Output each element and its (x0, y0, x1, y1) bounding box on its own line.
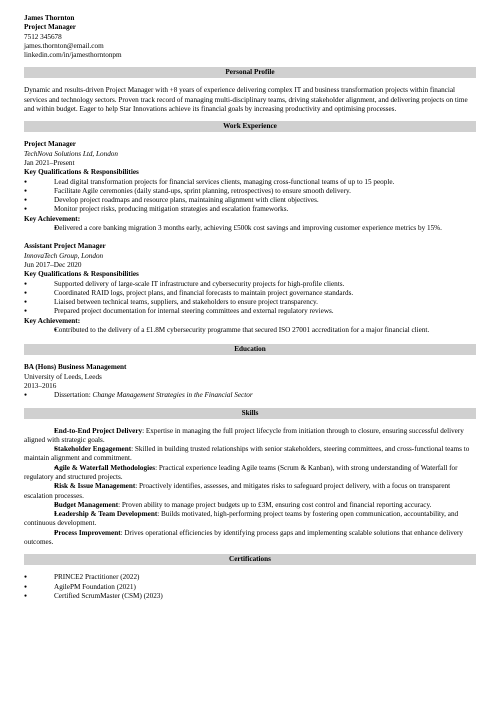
section-heading-profile: Personal Profile (24, 67, 476, 78)
certification-item: ● AgilePM Foundation (2021) (24, 583, 476, 592)
education-dates: 2013–2016 (24, 381, 57, 390)
list-item: ● Develop project roadmaps and resource plans, maintaining alignment with client objectives. (24, 196, 476, 205)
responsibilities-label: Key Qualifications & Responsibilities (24, 168, 139, 177)
skill-description: : Practical experience leading Agile teams (Scrum & Kanban), with strong understanding of Waterfall for regulatory and structured projects. (24, 463, 458, 481)
skill-item (24, 482, 476, 501)
section-heading-certifications: Certifications (24, 554, 476, 565)
degree-title: BA (Hons) Business Management (24, 363, 127, 372)
skill-description: : Expertise in managing the full project lifecycle from initiation through to closure, ensuring successful delivery aligned with strategic goals. (24, 426, 464, 444)
skill-item (24, 464, 476, 483)
responsibilities-list (24, 280, 476, 317)
achievement-label: Key Achievement: (24, 214, 81, 223)
skill-item (24, 501, 476, 510)
certifications-list (24, 573, 476, 601)
responsibilities-list (24, 178, 476, 215)
skill-item (24, 445, 476, 464)
education-details (24, 391, 476, 400)
job-title: Assistant Project Manager (24, 242, 106, 251)
skill-item (24, 427, 476, 446)
candidate-name: James Thornton (24, 14, 75, 22)
linkedin-url: linkedin.com/in/jamesthorntonpm (24, 51, 122, 60)
skill-name: Risk & Issue Management (54, 482, 136, 491)
email-address: james.thornton@email.com (24, 41, 104, 50)
job-entry (24, 242, 476, 335)
candidate-title: Project Manager (24, 23, 76, 32)
phone-number: 7512 345678 (24, 32, 62, 41)
skill-name: Budget Management (54, 500, 119, 509)
dissertation-title: Change Management Strategies in the Financial Sector (92, 391, 253, 400)
list-item: ● Prepared project documentation for internal steering committees and external regulatory reviews. (24, 307, 476, 316)
skill-item (24, 510, 476, 529)
skill-description: : Skilled in building trusted relationships with senior stakeholders, steering committees, and cross-functional teams to maintain alignment and commitment. (24, 445, 470, 463)
skills-list (24, 427, 476, 548)
job-dates: Jan 2021–Present (24, 158, 75, 167)
job-company: InnovaTech Group, London (24, 251, 104, 260)
skill-name: Leadership & Team Development (54, 510, 158, 519)
profile-text: Dynamic and results-driven Project Manager with +8 years of experience delivering complex IT and business transformation projects within financial services and technology sectors. Proven track record of managing multi-disciplinary teams, driving stakeholder alignment, and delivering projects on time and within budget. Eager to help Star Innovations achieve its financial goals by increasing productivity and optimising processes. (24, 86, 468, 114)
school-name: University of Leeds, Leeds (24, 372, 102, 381)
section-heading-experience: Work Experience (24, 121, 476, 132)
responsibilities-label: Key Qualifications & Responsibilities (24, 270, 139, 279)
dissertation-label: Dissertation: (54, 391, 93, 400)
section-heading-education: Education (24, 344, 476, 355)
achievement-list (24, 224, 476, 233)
skill-item (24, 529, 476, 548)
list-item: ● Coordinated RAID logs, project plans, and financial forecasts to maintain project governance standards. (24, 289, 476, 298)
skill-description: : Proactively identifies, assesses, and mitigates risks to safeguard project delivery, with a focus on transparent escalation processes. (24, 482, 451, 500)
skill-name: End-to-End Project Delivery (54, 426, 143, 435)
dissertation-item (24, 391, 476, 400)
job-dates: Jun 2017–Dec 2020 (24, 260, 82, 269)
list-item: ● Lead digital transformation projects for financial services clients, managing cross-functional teams of up to 15 people. (24, 178, 476, 187)
skill-name: Agile & Waterfall Methodologies (54, 463, 156, 472)
cv-header (24, 14, 476, 60)
skill-description: : Drives operational efficiencies by identifying process gaps and implementing scalable solutions that enhance delivery outcomes. (24, 528, 463, 547)
list-item: ● Monitor project risks, producing mitigation strategies and escalation frameworks. (24, 205, 476, 214)
skill-description: : Proven ability to manage project budgets up to £3M, ensuring cost control and financial reporting accuracy. (118, 500, 432, 509)
certification-item: ● Certified ScrumMaster (CSM) (2023) (24, 592, 476, 601)
skill-name: Stakeholder Engagement (54, 445, 132, 454)
list-item: ● Supported delivery of large-scale IT infrastructure and cybersecurity projects for high-profile clients. (24, 280, 476, 289)
section-heading-skills: Skills (24, 408, 476, 419)
achievement-list (24, 326, 476, 335)
achievement-item: ● Contributed to the delivery of a £1.8M cybersecurity programme that secured ISO 27001 accreditation for a major financial client. (24, 326, 476, 335)
achievement-item: ● Delivered a core banking migration 3 months early, achieving £500k cost savings and improving customer experience metrics by 15%. (24, 224, 476, 233)
list-item: ● Facilitate Agile ceremonies (daily stand-ups, sprint planning, retrospectives) to ensure smooth delivery. (24, 187, 476, 196)
skill-description: : Builds motivated, high-performing project teams by fostering open communication, accountability, and continuous development. (24, 510, 459, 528)
achievement-label: Key Achievement: (24, 316, 81, 325)
skill-name: Process Improvement (54, 528, 121, 537)
job-entry (24, 140, 476, 233)
list-item: ● Liaised between technical teams, suppliers, and stakeholders to ensure project transparency. (24, 298, 476, 307)
job-company: TechNova Solutions Ltd, London (24, 149, 118, 158)
job-title: Project Manager (24, 140, 76, 149)
certification-item: ● PRINCE2 Practitioner (2022) (24, 573, 476, 582)
